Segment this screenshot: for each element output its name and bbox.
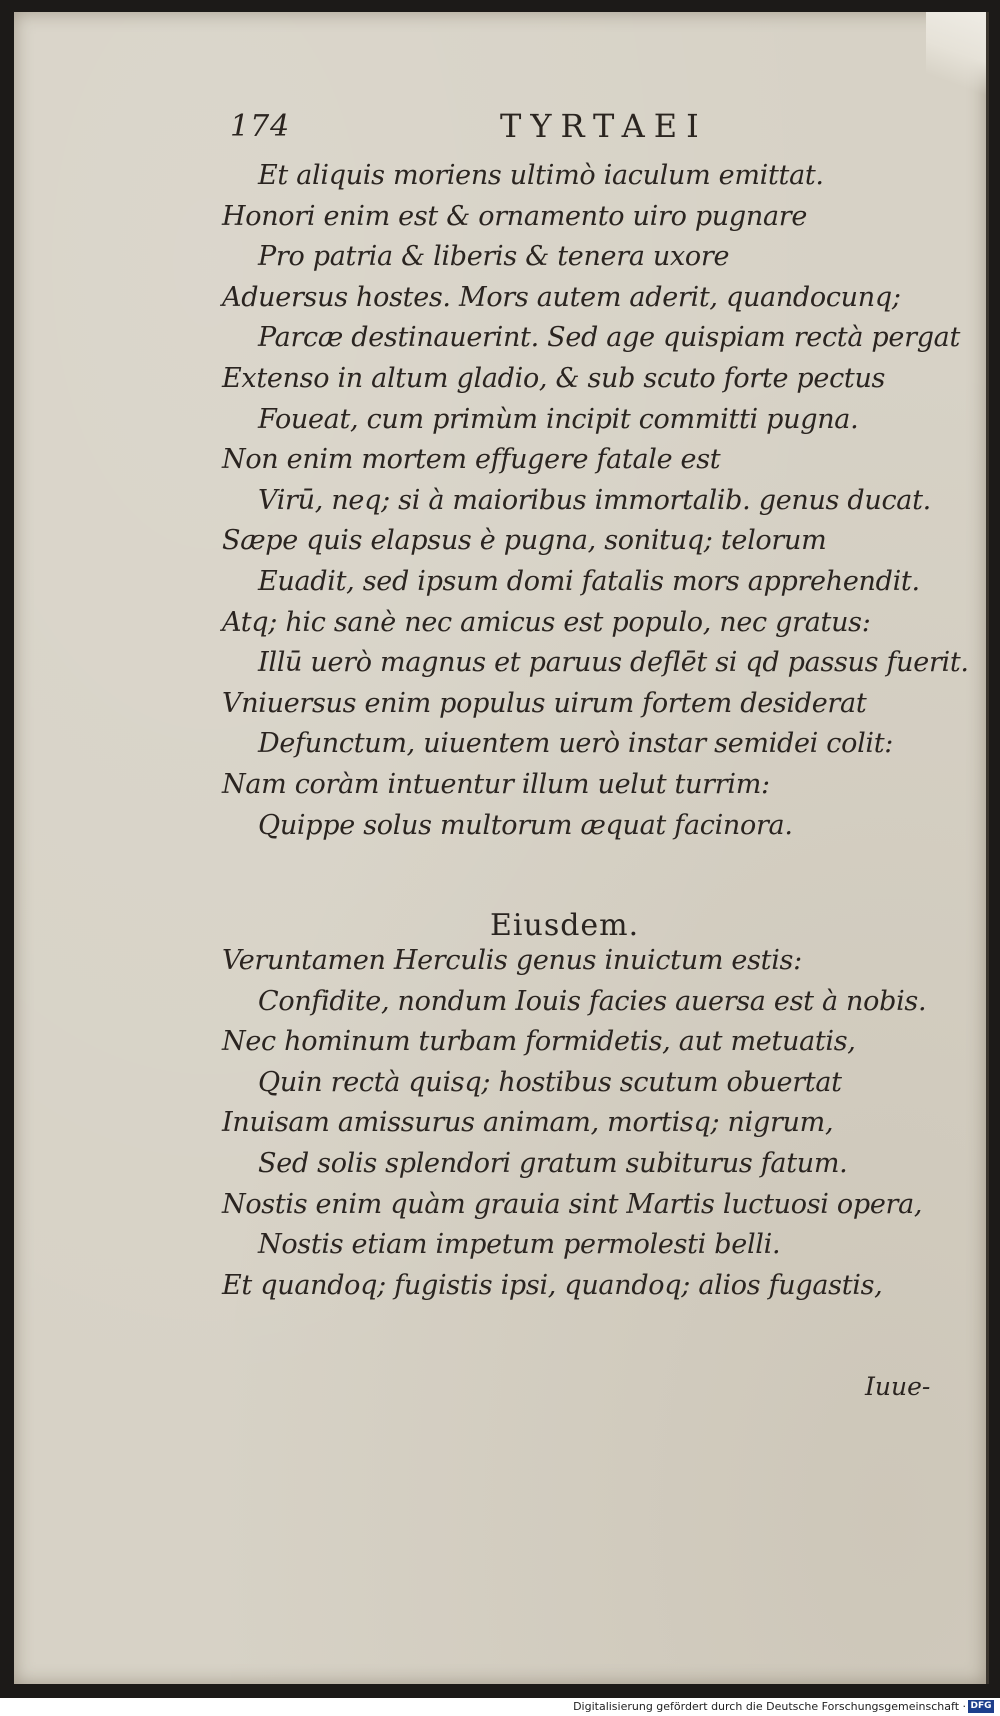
- dfg-logo: DFG: [968, 1700, 994, 1713]
- verse-line: Sæpe quis elapsus è pugna, sonituq; telorum: [222, 525, 827, 557]
- verse-line: Nostis etiam impetum permolesti belli.: [258, 1229, 781, 1261]
- footer-credit: Digitalisierung gefördert durch die Deutsche Forschungsgemeinschaft ·: [573, 1700, 966, 1713]
- folio-number: 174: [230, 109, 291, 144]
- verse-line: Quin rectà quisq; hostibus scutum obuertat: [258, 1066, 842, 1098]
- verse-line: Pro patria & liberis & tenera uxore: [258, 241, 730, 273]
- verse-line: Extenso in altum gladio, & sub scuto forte pectus: [222, 363, 886, 394]
- verse-line: Vniuersus enim populus uirum fortem desiderat: [222, 687, 867, 719]
- verse-line: Foueat, cum primùm incipit committi pugna.: [258, 403, 859, 435]
- verse-line: Illū uerò magnus et paruus deflēt si qd passus fuerit.: [258, 647, 969, 679]
- verse-line: Inuisam amissurus animam, mortisq; nigrum,: [222, 1107, 834, 1139]
- verse-line: Nec hominum turbam formidetis, aut metuatis,: [222, 1026, 856, 1058]
- verse-line: Nam coràm intuentur illum uelut turrim:: [222, 769, 770, 800]
- running-title: TYRTAEI: [500, 107, 708, 145]
- verse-line: Veruntamen Herculis genus inuictum estis:: [222, 945, 802, 976]
- verse-line: Nostis enim quàm grauia sint Martis luctuosi opera,: [222, 1188, 923, 1220]
- verse-line: Virū, neq; si à maioribus immortalib. genus ducat.: [258, 484, 931, 516]
- catchword: Iuue-: [865, 1372, 931, 1401]
- verse-line: Honori enim est & ornamento uiro pugnare: [222, 200, 808, 232]
- verse-line: Atq; hic sanè nec amicus est populo, nec gratus:: [222, 606, 871, 638]
- verse-line: Quippe solus multorum æquat facinora.: [258, 809, 793, 841]
- verse-line: Aduersus hostes. Mors autem aderit, quandocunq;: [222, 281, 901, 313]
- verse-line: Defunctum, uiuentem uerò instar semidei colit:: [258, 728, 894, 760]
- verse-line: Et quandoq; fugistis ipsi, quandoq; alios fugastis,: [222, 1269, 883, 1301]
- verse-line: Non enim mortem effugere fatale est: [222, 444, 721, 476]
- verse-line: Sed solis splendori gratum subiturus fatum.: [258, 1148, 848, 1179]
- section-heading: Eiusdem.: [490, 908, 640, 943]
- verse-line: Parcæ destinauerint. Sed age quispiam rectà pergat: [258, 322, 961, 354]
- verse-line: Et aliquis moriens ultimò iaculum emittat.: [258, 160, 824, 191]
- verse-line: Confidite, nondum Iouis facies auersa est à nobis.: [258, 985, 927, 1017]
- verse-line: Euadit, sed ipsum domi fatalis mors apprehendit.: [258, 566, 920, 597]
